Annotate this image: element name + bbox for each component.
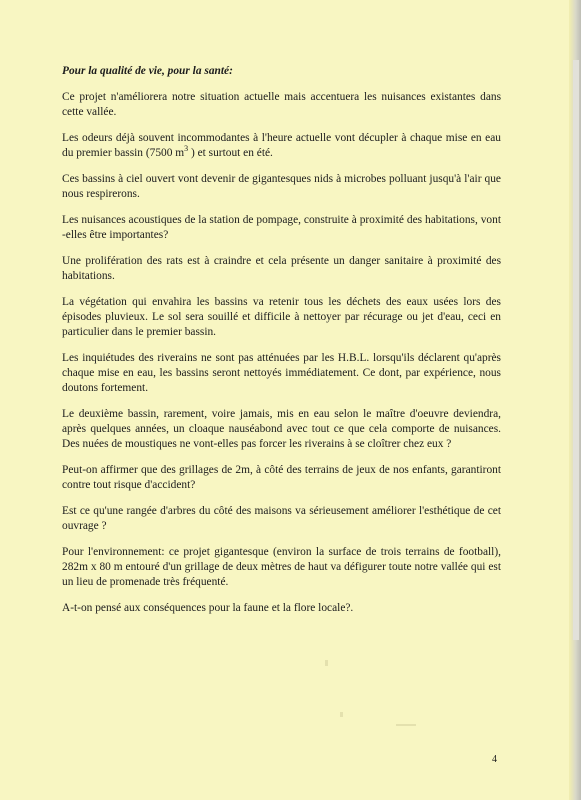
paragraph-odeurs	[62, 131, 501, 161]
paragraph-text: ) et surtout en été.	[188, 147, 273, 159]
paragraph: Est ce qu'une rangée d'arbres du côté des maisons va sérieusement améliorer l'esthétique de cet ouvrage ?	[62, 505, 501, 532]
page-edge-shadow	[569, 0, 581, 800]
paragraph: Pour l'environnement: ce projet gigantesque (environ la surface de trois terrains de football), 282m x 80 m entouré d'un grillage de deux mètres de haut va défigurer toute notre vallée qui est un lieu de promenade très fréquenté.	[62, 546, 501, 588]
superscript: 3	[184, 144, 189, 154]
paragraph: Les nuisances acoustiques de la station de pompage, construite à proximité des habitations, vont -elles être importantes?	[62, 214, 501, 241]
paragraph: La végétation qui envahira les bassins va retenir tous les déchets des eaux usées lors des épisodes pluvieux. Le sol sera souillé et difficile à nettoyer par récurage ou jet d'eau, ceci en particulier dans le premier bassin.	[62, 296, 501, 338]
paragraph: Ces bassins à ciel ouvert vont devenir de gigantesques nids à microbes polluant jusqu'à l'air que nous respirerons.	[62, 173, 501, 200]
paragraph: Le deuxième bassin, rarement, voire jamais, mis en eau selon le maître d'oeuvre deviendra, après quelques années, un cloaque nauséabond avec tout ce que cela comporte de nuisances. Des nuées de moustiques ne vont-elles pas forcer les riverains à se cloîtrer chez eux ?	[62, 408, 501, 450]
page-number: 4	[492, 754, 497, 765]
paper-mark	[396, 724, 416, 726]
paper-mark	[340, 712, 343, 717]
section-heading: Pour la qualité de vie, pour la santé:	[62, 65, 233, 77]
paragraph: A-t-on pensé aux conséquences pour la faune et la flore locale?.	[62, 602, 354, 614]
paragraph: Peut-on affirmer que des grillages de 2m, à côté des terrains de jeux de nos enfants, garantiront contre tout risque d'accident?	[62, 464, 501, 491]
paragraph: Une prolifération des rats est à craindre et cela présente un danger sanitaire à proximité des habitations.	[62, 255, 501, 282]
paper-mark	[325, 660, 328, 666]
paragraph-text: Les odeurs déjà souvent incommodantes à l'heure actuelle vont décupler à chaque mise en eau du premier bassin (7500 m	[62, 132, 501, 159]
paragraph: Les inquiétudes des riverains ne sont pas atténuées par les H.B.L. lorsqu'ils déclarent qu'après chaque mise en eau, les bassins seront nettoyés immédiatement. Ce dont, par expérience, nous doutons fortement.	[62, 352, 501, 394]
paragraph: Ce projet n'améliorera notre situation actuelle mais accentuera les nuisances existantes dans cette vallée.	[62, 91, 501, 118]
